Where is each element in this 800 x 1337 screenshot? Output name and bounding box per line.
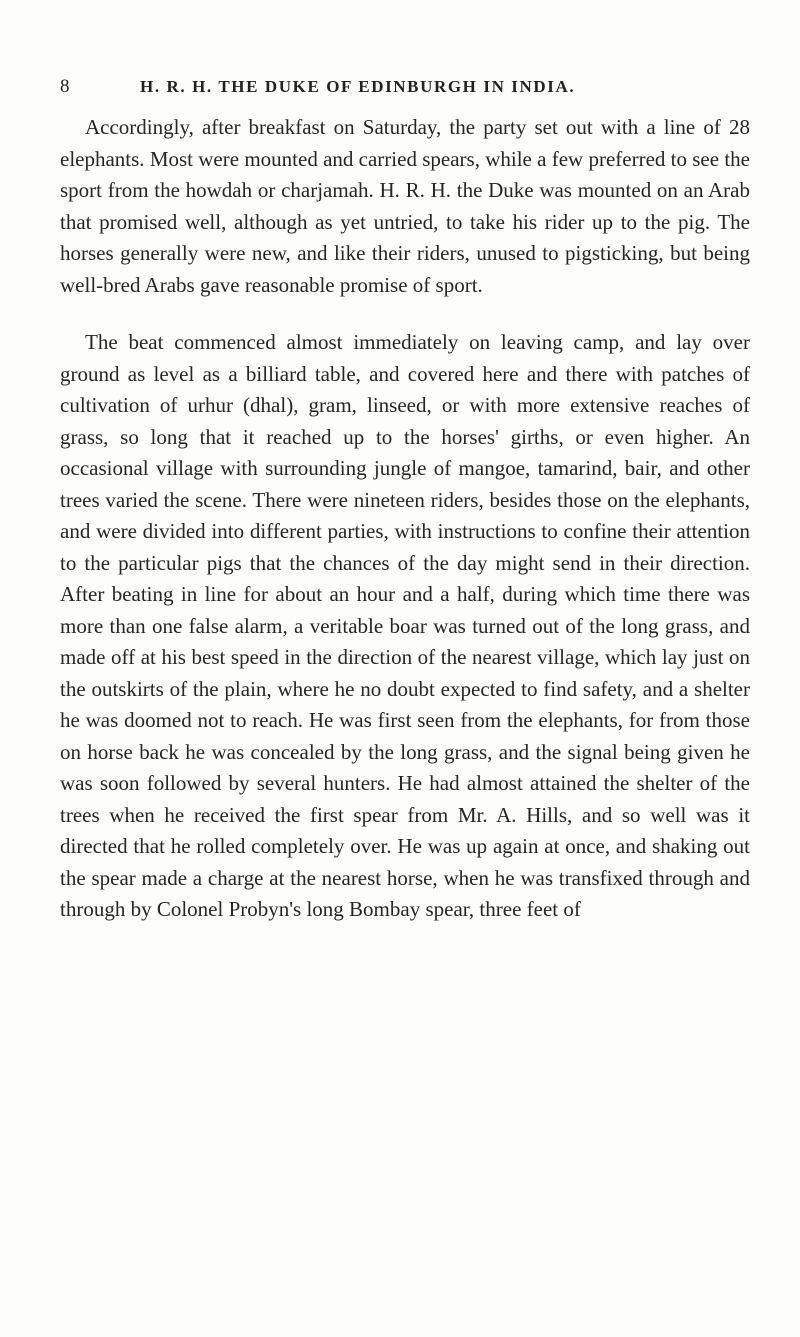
paragraph-1: Accordingly, after breakfast on Saturday, the party set out with a line of 28 elephants. Most were mounted and carried spears, while a few preferred to see the sport from the howdah or charjamah. H. R. H. the Duke was mounted on an Arab that promised well, although as yet untried, to take his rider up to the pig. The horses generally were new, and like their riders, unused to pigsticking, but being well-bred Arabs gave reasonable promise of sport. [60,115,750,297]
page-number: 8 [60,76,71,97]
running-head-title: H. R. H. THE DUKE OF EDINBURGH IN INDIA. [140,77,576,96]
paragraph-2: The beat commenced almost immediately on leaving camp, and lay over ground as level as a billiard table, and covered here and there with patches of cultivation of urhur (dhal), gram, linseed, or with more extensive reaches of grass, so long that it reached up to the horses' girths, or even higher. An occasional village with surrounding jungle of mangoe, tamarind, bair, and other trees varied the scene. There were nineteen riders, besides those on the elephants, and were divided into different parties, with instructions to confine their attention to the particular pigs that the chances of the day might send in their direction. After beating in line for about an hour and a half, during which time there was more than one false alarm, a veritable boar was turned out of the long grass, and made off at his best speed in the direction of the nearest village, which lay just on the outskirts of the plain, where he no doubt expected to find safety, and a shelter he was doomed not to reach. He was first seen from the elephants, for from those on horse back he was concealed by the long grass, and the signal being given he was soon followed by several hunters. He had almost attained the shelter of the trees when he received the first spear from Mr. A. Hills, and so well was it directed that he rolled completely over. He was up again at once, and shaking out the spear made a charge at the nearest horse, when he was transfixed through and through by Colonel Probyn's long Bombay spear, three feet of [60,330,750,921]
body-text [60,112,750,926]
running-head [60,76,760,106]
